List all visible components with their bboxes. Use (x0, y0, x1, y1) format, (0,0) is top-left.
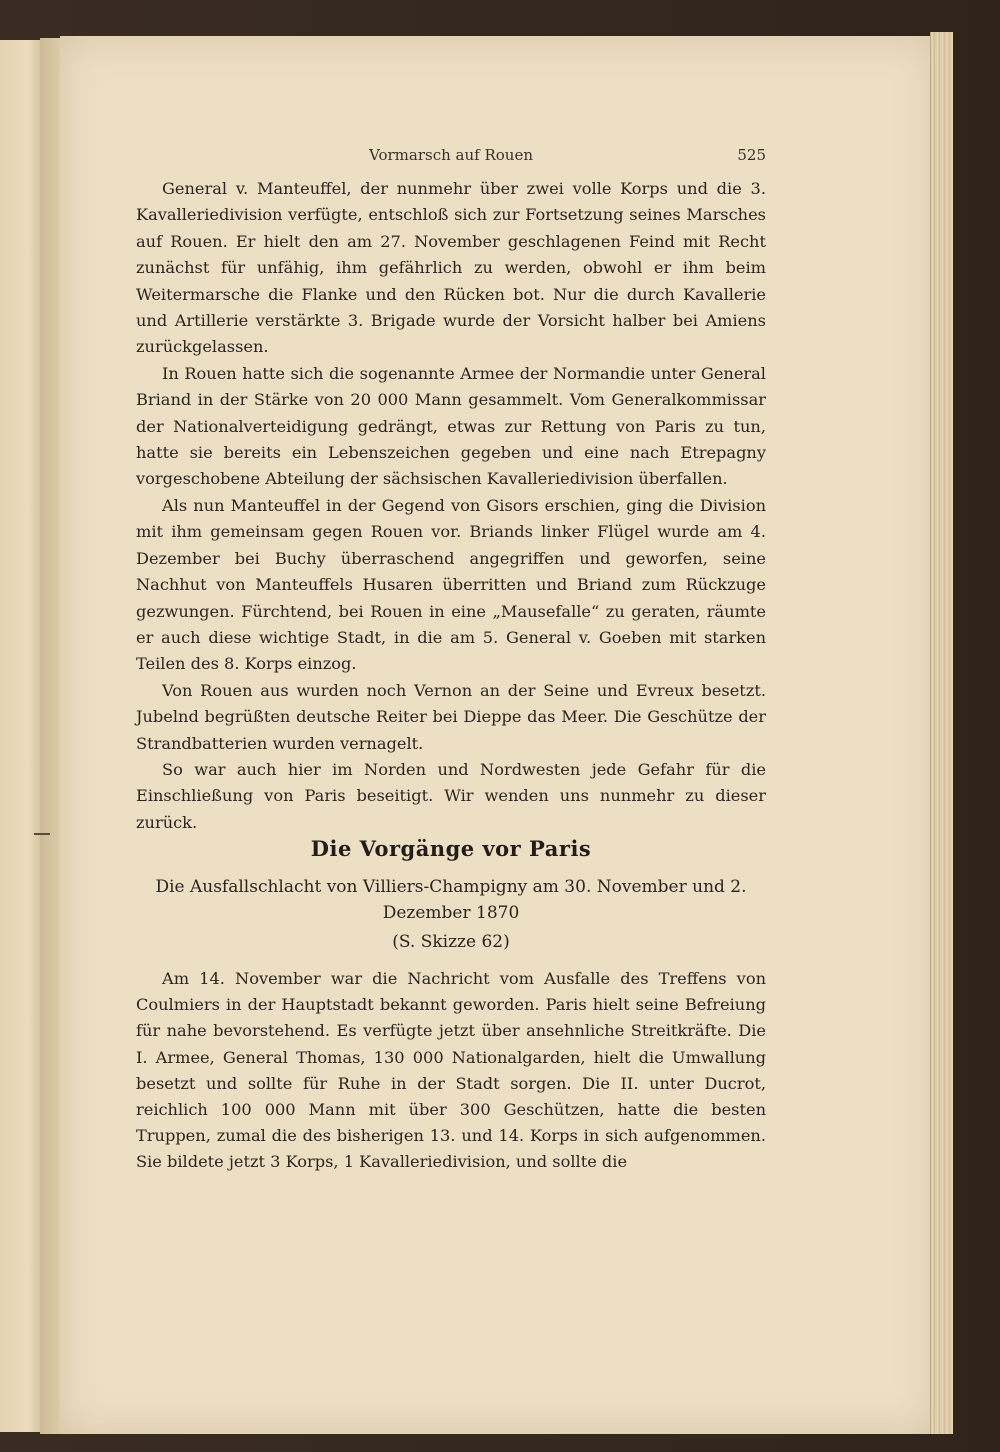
paragraph: General v. Manteuffel, der nunmehr über zwei volle Korps und die 3. Kavalleriedivision verfügte, entschloß sich zur Fortsetzung seines Marsches auf Rouen. Er hielt den am 27. November geschlagenen Feind mit Recht zunächst für unfähig, ihm gefährlich zu werden, obwohl er ihm beim Weitermarsche die Flanke und den Rücken bot. Nur die durch Kavallerie und Artillerie verstärkte 3. Brigade wurde der Vorsicht halber bei Amiens zurückgelassen. (136, 179, 766, 357)
running-header (136, 146, 766, 168)
sketch-reference: (S. Skizze 62) (392, 932, 510, 952)
page-number: 525 (737, 146, 766, 164)
paragraph: Von Rouen aus wurden noch Vernon an der Seine und Evreux besetzt. Jubelnd begrüßten deutsche Reiter bei Dieppe das Meer. Die Geschütze der Strandbatterien wurden vernagelt. (136, 680, 766, 753)
body-text-top (136, 176, 766, 836)
page-stack-edge (930, 32, 953, 1434)
left-page-edge (0, 40, 41, 1432)
margin-mark (34, 833, 50, 835)
paragraph: So war auch hier im Norden und Nordwesten jede Gefahr für die Einschließung von Paris beseitigt. Wir wenden uns nunmehr zu dieser zurück. (136, 759, 766, 832)
paragraph: Als nun Manteuffel in der Gegend von Gisors erschien, ging die Division mit ihm gemeinsam gegen Rouen vor. Briands linker Flügel wurde am 4. Dezember bei Buchy überraschend angegriffen und geworfen, seine Nachhut von Manteuffels Husaren überritten und Briand zum Rückzuge gezwungen. Fürchtend, bei Rouen in eine „Mausefalle“ zu geraten, räumte er auch diese wichtige Stadt, in die am 5. General v. Goeben mit starken Teilen des 8. Korps einzog. (136, 495, 766, 674)
paragraph: In Rouen hatte sich die sogenannte Armee der Normandie unter General Briand in der Stärke von 20 000 Mann gesammelt. Vom Generalkommissar der Nationalverteidigung gedrängt, etwas zur Rettung von Paris zu tun, hatte sie bereits ein Lebenszeichen gegeben und eine nach Etrepagny vorgeschobene Abteilung der sächsischen Kavalleriedivision überfallen. (136, 363, 766, 489)
section-subheading: Die Ausfallschlacht von Villiers-Champigny am 30. November und 2. Dezember 1870 (155, 877, 747, 923)
paragraph: Am 14. November war die Nachricht vom Ausfalle des Treffens von Coulmiers in der Hauptstadt bekannt geworden. Paris hielt seine Befreiung für nahe bevorstehend. Es verfügte jetzt über ansehnliche Streitkräfte. Die I. Armee, General Thomas, 130 000 Nationalgarden, hielt die Umwallung besetzt und sollte für Ruhe in der Stadt sorgen. Die II. unter Ducrot, reichlich 100 000 Mann mit über 300 Geschützen, hatte die besten Truppen, zumal die des bisherigen 13. und 14. Korps in sich aufgenommen. Sie bildete jetzt 3 Korps, 1 Kavalleriedivision, und sollte die (136, 969, 766, 1172)
running-title: Vormarsch auf Rouen (369, 146, 533, 164)
body-text-bottom (136, 966, 766, 1176)
section-heading: Die Vorgänge vor Paris (310, 836, 592, 861)
